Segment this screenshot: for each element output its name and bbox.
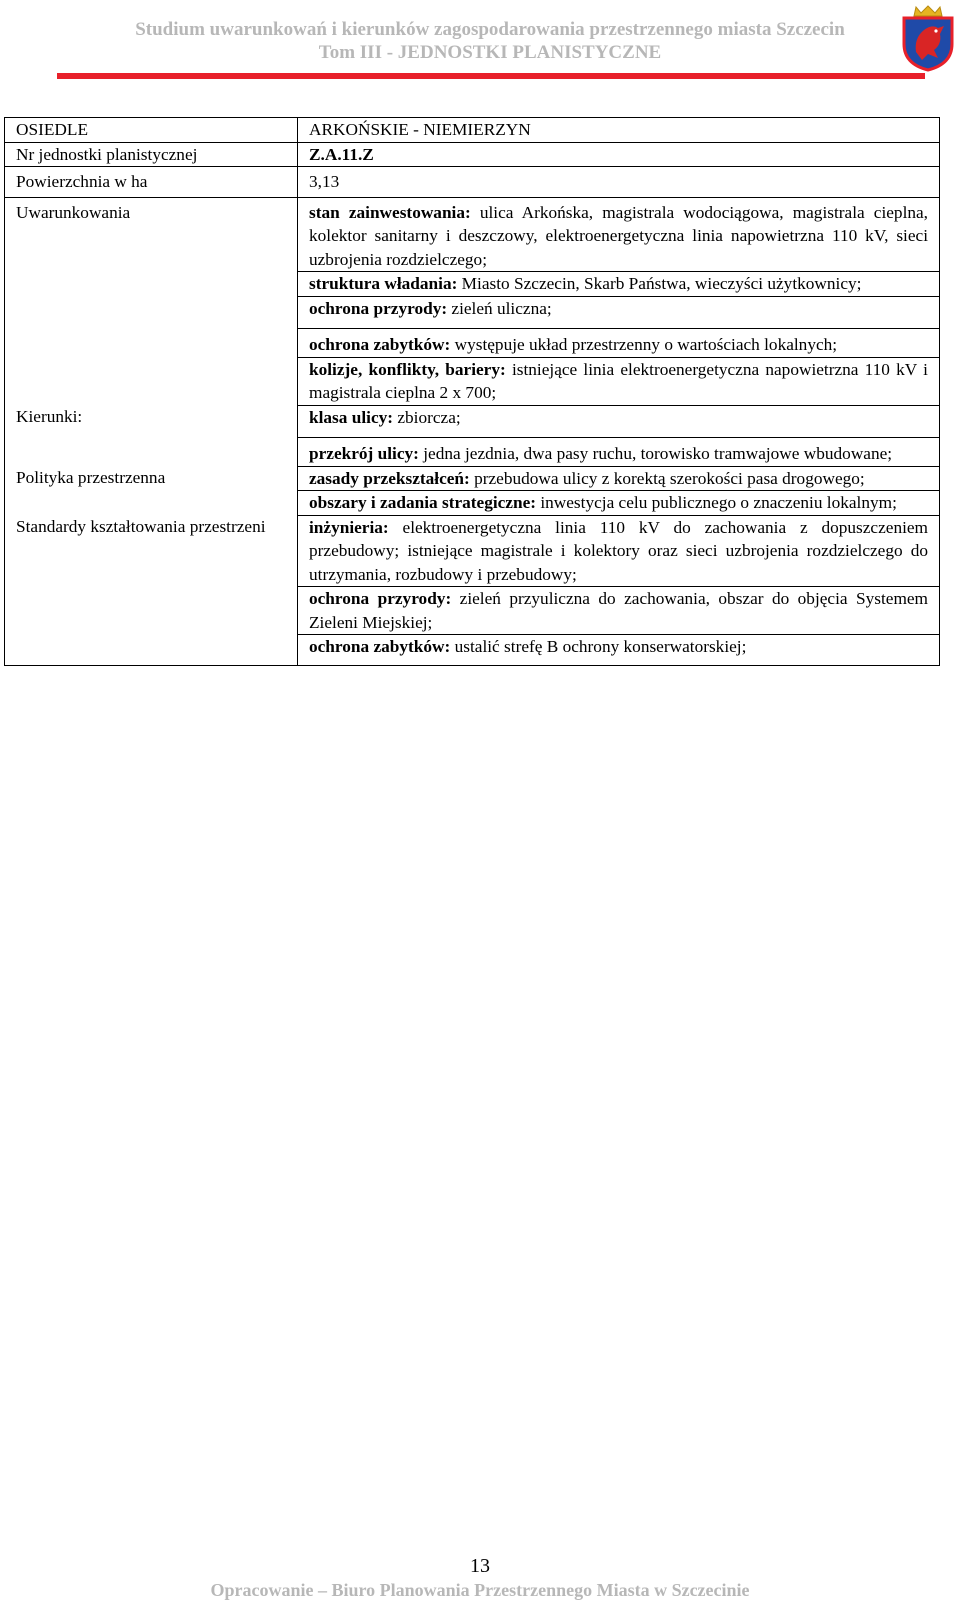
policy-strategic-areas bbox=[298, 491, 940, 516]
spatial-policy-label: Polityka przestrzenna bbox=[5, 466, 298, 515]
text: inwestycja celu publicznego o znaczeniu lokalnym; bbox=[536, 493, 897, 512]
conditions-label: Uwarunkowania bbox=[5, 197, 298, 405]
condition-nature bbox=[298, 296, 940, 329]
document-header bbox=[60, 18, 920, 64]
standard-engineering bbox=[298, 515, 940, 587]
unit-number-label: Nr jednostki planistycznej bbox=[5, 142, 298, 167]
table-row bbox=[5, 197, 940, 272]
text: zbiorcza; bbox=[393, 407, 461, 427]
text: jedna jezdnia, dwa pasy ruchu, torowisko tramwajowe wbudowane; bbox=[418, 444, 893, 463]
condition-conflicts bbox=[298, 357, 940, 405]
planning-unit-table bbox=[4, 117, 940, 666]
term: ochrona zabytków: bbox=[309, 335, 451, 354]
term: struktura władania: bbox=[309, 274, 458, 293]
table-row bbox=[5, 405, 940, 438]
standard-heritage bbox=[298, 635, 940, 666]
term: zasady przekształceń: bbox=[309, 468, 470, 488]
term: inżynieria: bbox=[309, 517, 389, 537]
term: stan zainwestowania: bbox=[309, 202, 471, 222]
policy-transformation bbox=[298, 466, 940, 491]
term: przekrój ulicy: bbox=[309, 444, 419, 463]
directions-label: Kierunki: bbox=[5, 405, 298, 438]
table-row bbox=[5, 466, 940, 491]
term: ochrona zabytków: bbox=[309, 637, 451, 656]
szczecin-coat-of-arms-icon bbox=[900, 4, 956, 72]
term: klasa ulicy: bbox=[309, 407, 394, 427]
document-footer: Opracowanie – Biuro Planowania Przestrzennego Miasta w Szczecinie bbox=[210, 1580, 750, 1600]
text: zieleń przyuliczna do zachowania, obszar do objęcia Systemem Zieleni Miejskiej; bbox=[309, 589, 929, 632]
text: zieleń uliczna; bbox=[447, 298, 552, 318]
direction-street-class bbox=[298, 405, 940, 438]
condition-ownership bbox=[298, 272, 940, 297]
header-title: Studium uwarunkowań i kierunków zagospodarowania przestrzennego miasta Szczecin bbox=[135, 19, 845, 40]
table-row bbox=[5, 118, 940, 143]
header-subtitle: Tom III - JEDNOSTKI PLANISTYCZNE bbox=[318, 42, 662, 63]
table-row bbox=[5, 142, 940, 167]
term: obszary i zadania strategiczne: bbox=[309, 493, 537, 512]
unit-number-value: Z.A.11.Z bbox=[298, 142, 940, 167]
table-row bbox=[5, 438, 940, 467]
term: ochrona przyrody: bbox=[309, 589, 452, 608]
area-value: 3,13 bbox=[298, 167, 940, 198]
condition-development bbox=[298, 197, 940, 272]
standard-nature bbox=[298, 587, 940, 635]
condition-heritage bbox=[298, 329, 940, 358]
table-row bbox=[5, 515, 940, 587]
osiedle-value: ARKOŃSKIE - NIEMIERZYN bbox=[298, 118, 940, 143]
text: istniejące linia elektroenergetyczna napowietrzna 110 kV i magistrala cieplna 2 x 700; bbox=[309, 359, 928, 402]
table-row bbox=[5, 167, 940, 198]
area-label: Powierzchnia w ha bbox=[5, 167, 298, 198]
term: ochrona przyrody: bbox=[309, 298, 448, 318]
text: Miasto Szczecin, Skarb Państwa, wieczyści użytkownicy; bbox=[457, 274, 862, 293]
osiedle-label: OSIEDLE bbox=[5, 118, 298, 143]
text: elektroenergetyczna linia 110 kV do zachowania z dopuszczeniem przebudowy; istniejące magistrale i kolektory oraz sieci uzbrojenia rozdzielczego do utrzymania, rozbudowy i przebudowy; bbox=[309, 517, 928, 584]
text: ulica Arkońska, magistrala wodociągowa, magistrala cieplna, kolektor sanitarny i deszczowy, elektroenergetyczna linia napowietrzna 110 kV, sieci uzbrojenia rozdzielczego; bbox=[309, 202, 928, 269]
direction-street-section bbox=[298, 438, 940, 467]
standards-label: Standardy kształtowania przestrzeni bbox=[5, 515, 298, 666]
text: występuje układ przestrzenny o wartościach lokalnych; bbox=[450, 335, 838, 354]
term: kolizje, konflikty, bariery: bbox=[309, 359, 506, 379]
empty-label-cell bbox=[5, 438, 298, 467]
page-number: 13 bbox=[470, 1555, 490, 1577]
header-rule bbox=[57, 73, 925, 79]
text: ustalić strefę B ochrony konserwatorskiej; bbox=[450, 637, 747, 656]
text: przebudowa ulicy z korektą szerokości pasa drogowego; bbox=[469, 468, 865, 488]
